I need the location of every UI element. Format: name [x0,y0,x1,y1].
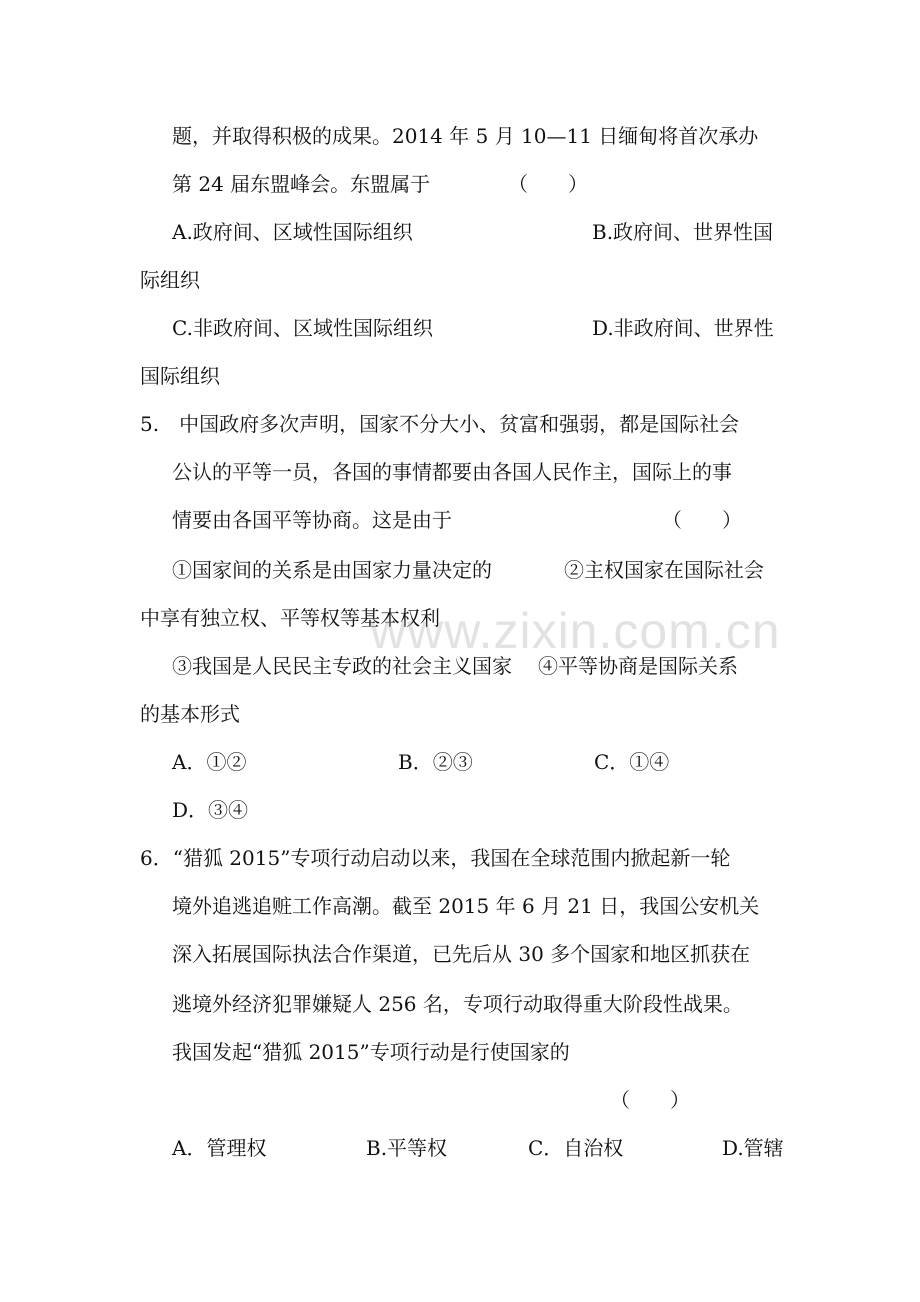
q5-stem-line-3: 情要由各国平等协商。这是由于 [172,508,452,532]
q4-option-a: A.政府间、区域性国际组织 [172,220,413,244]
q6-answer-paren: （ ） [610,1088,690,1112]
q5-answer-paren: （ ） [662,508,742,532]
q6-option-a: A．管理权 [172,1136,267,1160]
q5-option-c: C．①④ [594,750,670,774]
q5-item-2-cont: 中享有独立权、平等权等基本权利 [140,606,440,630]
q6-option-d: D.管辖 [722,1136,784,1160]
watermark: www.zixin.com.cn [370,603,781,659]
q6-stem-line-3: 深入拓展国际执法合作渠道，已先后从 30 多个国家和地区抓获在 [172,942,751,966]
q4-option-d-cont: 国际组织 [140,364,220,388]
q4-option-b: B.政府间、世界性国 [592,220,774,244]
q4-option-b-cont: 际组织 [140,268,200,292]
q5-stem-line-2: 公认的平等一员，各国的事情都要由各国人民作主，国际上的事 [172,460,732,484]
q4-option-c: C.非政府间、区域性国际组织 [172,316,433,340]
q4-stem-line-2: 第 24 届东盟峰会。东盟属于 [172,172,431,196]
q5-option-d: D．③④ [172,798,249,822]
q6-stem-line-2: 境外追逃追赃工作高潮。截至 2015 年 6 月 21 日，我国公安机关 [172,894,760,918]
q6-stem-line-5: 我国发起“猎狐 2015”专项行动是行使国家的 [172,1040,570,1064]
q4-stem-line-1: 题，并取得积极的成果。2014 年 5 月 10—11 日缅甸将首次承办 [172,124,759,148]
q5-option-b: B．②③ [398,750,473,774]
q6-stem-line-4: 逃境外经济犯罪嫌疑人 256 名，专项行动取得重大阶段性战果。 [172,992,743,1016]
q5-item-4: ④平等协商是国际关系 [538,654,738,678]
q5-option-a: A．①② [172,750,247,774]
q5-stem-line-1: 5. 中国政府多次声明，国家不分大小、贫富和强弱，都是国际社会 [140,412,740,436]
q5-item-2: ②主权国家在国际社会 [564,558,764,582]
q4-answer-paren: （ ） [508,172,588,196]
q5-item-1: ①国家间的关系是由国家力量决定的 [172,558,492,582]
q6-option-c: C．自治权 [528,1136,624,1160]
q6-option-b: B.平等权 [366,1136,448,1160]
q5-item-3: ③我国是人民民主专政的社会主义国家 [172,654,512,678]
q6-stem-line-1: 6．“猎狐 2015”专项行动启动以来，我国在全球范围内掀起新一轮 [140,846,731,870]
q5-item-4-cont: 的基本形式 [140,702,240,726]
q4-option-d: D.非政府间、世界性 [592,316,774,340]
